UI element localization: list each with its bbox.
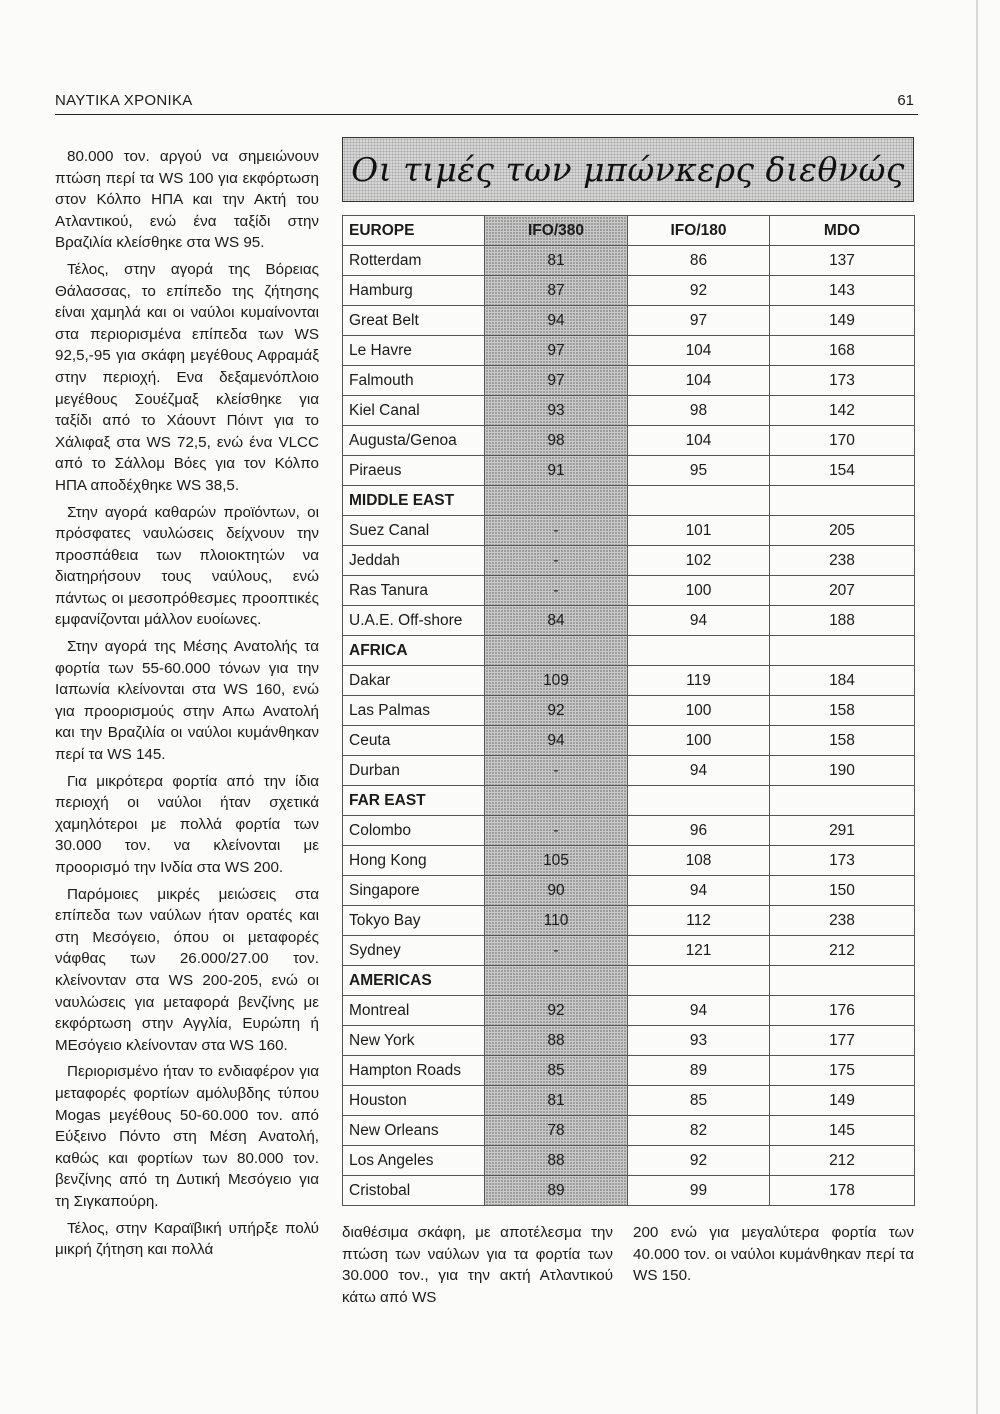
port-name: Suez Canal [343,516,485,546]
ifo380-price: 94 [485,306,628,336]
ifo380-price: - [485,756,628,786]
port-name: Augusta/Genoa [343,426,485,456]
table-row [343,1176,915,1206]
ifo380-price: 81 [485,1086,628,1116]
ifo380-price: 97 [485,336,628,366]
paragraph: Στην αγορά της Μέσης Ανατολής τα φορτία των 55-60.000 τόνων για την Ιαπωνία κλείνονται στα WS 160, ενώ για προορισμούς στην Απω Ανατολή και την Βραζιλία οι ναύλοι κυμάνθηκαν περί τα WS 145. [55,638,319,764]
ifo380-price: 109 [485,666,628,696]
empty-cell [770,786,915,816]
port-name: U.A.E. Off-shore [343,606,485,636]
table-row [343,1026,915,1056]
ifo180-price: 100 [628,696,770,726]
ifo380-price: 105 [485,846,628,876]
port-name: Cristobal [343,1176,485,1206]
mdo-price: 212 [770,1146,915,1176]
ifo380-price: 88 [485,1146,628,1176]
ifo180-price: 94 [628,876,770,906]
ifo380-price: 81 [485,246,628,276]
table-row [343,696,915,726]
ifo180-price: 104 [628,366,770,396]
mdo-price: 173 [770,366,915,396]
table-row [343,366,915,396]
ifo180-price: 108 [628,846,770,876]
ifo380-price: - [485,936,628,966]
paragraph: Για μικρότερα φορτία από την ίδια περιοχή οι ναύλοι ήταν σχετικά χαμηλότεροι με πολλά φορτία των 30.000 τον. να κλείνονται με προορισμό την Ινδία στα WS 200. [55,772,319,876]
mdo-price: 190 [770,756,915,786]
mdo-price: 149 [770,1086,915,1116]
mdo-price: 188 [770,606,915,636]
region-row [343,786,915,816]
mdo-price: 142 [770,396,915,426]
region-row [343,486,915,516]
mdo-price: 177 [770,1026,915,1056]
ifo180-price: 85 [628,1086,770,1116]
ifo180-price: 92 [628,276,770,306]
ifo380-price: 93 [485,396,628,426]
table-row [343,456,915,486]
region-label: MIDDLE EAST [343,486,485,516]
ifo180-price: 92 [628,1146,770,1176]
port-name: Houston [343,1086,485,1116]
mdo-price: 158 [770,726,915,756]
table-row [343,546,915,576]
table-header-row [343,216,915,246]
page-header [55,88,918,115]
ifo380-price: 88 [485,1026,628,1056]
ifo180-price: 96 [628,816,770,846]
table-row [343,1116,915,1146]
bunker-prices-table [342,215,915,1206]
ifo380-price: 92 [485,696,628,726]
ifo180-price: 89 [628,1056,770,1086]
paragraph: 80.000 τον. αργού να σημειώνουν πτώση περί τα WS 100 για εκφόρτωση στον Κόλπο ΗΠΑ και την Ακτή του Ατλαντικού, ενώ ένα ταξίδι στην Βραζιλία κλείσθηκε στα WS 95. [55,148,319,252]
mdo-price: 150 [770,876,915,906]
port-name: Kiel Canal [343,396,485,426]
port-name: Jeddah [343,546,485,576]
mdo-price: 143 [770,276,915,306]
port-name: New Orleans [343,1116,485,1146]
ifo180-price: 82 [628,1116,770,1146]
ifo180-price: 104 [628,426,770,456]
table-row [343,246,915,276]
table-row [343,1056,915,1086]
port-name: Dakar [343,666,485,696]
table-row [343,816,915,846]
mdo-price: 175 [770,1056,915,1086]
empty-cell [770,486,915,516]
port-name: Sydney [343,936,485,966]
mdo-price: 212 [770,936,915,966]
port-name: Hong Kong [343,846,485,876]
empty-cell [628,636,770,666]
empty-cell [628,486,770,516]
port-name: Durban [343,756,485,786]
ifo380-price: 89 [485,1176,628,1206]
port-name: Le Havre [343,336,485,366]
ifo180-price: 100 [628,726,770,756]
header-ifo380: IFO/380 [485,216,628,246]
mdo-price: 176 [770,996,915,1026]
mdo-price: 149 [770,306,915,336]
port-name: Falmouth [343,366,485,396]
ifo380-price: 84 [485,606,628,636]
mdo-price: 178 [770,1176,915,1206]
middle-text-column [342,1222,613,1308]
port-name: Ceuta [343,726,485,756]
port-name: Great Belt [343,306,485,336]
ifo380-price: 98 [485,426,628,456]
ifo380-price: - [485,546,628,576]
ifo180-price: 112 [628,906,770,936]
mdo-price: 205 [770,516,915,546]
left-text-column [55,146,319,1266]
table-row [343,1146,915,1176]
port-name: Hampton Roads [343,1056,485,1086]
ifo380-price: 94 [485,726,628,756]
header-region-europe: EUROPE [343,216,485,246]
port-name: Montreal [343,996,485,1026]
table-title: Οι τιμές των μπώνκερς διεθνώς [351,150,905,189]
port-name: Colombo [343,816,485,846]
ifo180-price: 93 [628,1026,770,1056]
right-text-column [633,1222,914,1287]
table-row [343,606,915,636]
mdo-price: 291 [770,816,915,846]
ifo380-price: - [485,576,628,606]
port-name: New York [343,1026,485,1056]
mdo-price: 145 [770,1116,915,1146]
table-row [343,306,915,336]
empty-cell [770,966,915,996]
ifo180-price: 94 [628,996,770,1026]
ifo180-price: 95 [628,456,770,486]
ifo380-price: 97 [485,366,628,396]
table-row [343,666,915,696]
empty-cell [485,636,628,666]
paragraph: διαθέσιμα σκάφη, με αποτέλεσμα την πτώση των ναύλων για τα φορτία των 30.000 τον., για την ακτή Ατλαντικού κάτω από WS [342,1224,613,1306]
table-row [343,876,915,906]
ifo380-price: 87 [485,276,628,306]
empty-cell [485,966,628,996]
mdo-price: 207 [770,576,915,606]
empty-cell [628,966,770,996]
port-name: Rotterdam [343,246,485,276]
region-row [343,636,915,666]
magazine-name: ΝΑΥΤΙΚΑ ΧΡΟΝΙΚΑ [55,92,193,109]
empty-cell [485,786,628,816]
ifo180-price: 98 [628,396,770,426]
mdo-price: 173 [770,846,915,876]
ifo180-price: 86 [628,246,770,276]
ifo180-price: 121 [628,936,770,966]
mdo-price: 168 [770,336,915,366]
mdo-price: 238 [770,906,915,936]
port-name: Ras Tanura [343,576,485,606]
ifo180-price: 119 [628,666,770,696]
paragraph: 200 ενώ για μεγαλύτερα φορτία των 40.000 τον. οι ναύλοι κυμάνθηκαν περί τα WS 150. [633,1224,914,1285]
ifo180-price: 100 [628,576,770,606]
ifo380-price: 90 [485,876,628,906]
table-title-box [342,137,914,202]
table-row [343,996,915,1026]
port-name: Piraeus [343,456,485,486]
ifo180-price: 99 [628,1176,770,1206]
empty-cell [770,636,915,666]
page-edge [976,0,978,1414]
region-label: AMERICAS [343,966,485,996]
paragraph: Τέλος, στην Καραϊβική υπήρξε πολύ μικρή ζήτηση και πολλά [55,1219,319,1259]
header-mdo: MDO [770,216,915,246]
ifo180-price: 102 [628,546,770,576]
ifo380-price: 85 [485,1056,628,1086]
table-row [343,576,915,606]
region-label: AFRICA [343,636,485,666]
port-name: Los Angeles [343,1146,485,1176]
ifo380-price: - [485,816,628,846]
ifo180-price: 101 [628,516,770,546]
table-row [343,906,915,936]
table-row [343,756,915,786]
table-row [343,426,915,456]
table-row [343,336,915,366]
table-row [343,726,915,756]
empty-cell [485,486,628,516]
region-label: FAR EAST [343,786,485,816]
mdo-price: 154 [770,456,915,486]
mdo-price: 170 [770,426,915,456]
paragraph: Περιορισμένο ήταν το ενδιαφέρον για μεταφορές φορτίων αμόλυβδης τύπου Mogas μεγέθους 50-60.000 τον. από Εύξεινο Πόντο στη Μέση Ανατολή, καθώς και φορτίων των 80.000 τον. βενζίνης από τη Δυτική Μεσόγειο για τη Σιγκαπούρη. [55,1063,319,1210]
ifo180-price: 94 [628,606,770,636]
paragraph: Στην αγορά καθαρών προϊόντων, οι πρόσφατες ναυλώσεις δείχνουν την προσπάθεια των πλοιοκτητών να διατηρήσουν τους ναύλους, ενώ πάντως οι μεσοπρόθεσμες προοπτικές εμφανίζονται μάλλον ευοίωνες. [55,503,319,629]
table-row [343,276,915,306]
port-name: Singapore [343,876,485,906]
table-row [343,516,915,546]
ifo380-price: 91 [485,456,628,486]
page-number: 61 [897,92,914,109]
ifo180-price: 94 [628,756,770,786]
ifo380-price: 92 [485,996,628,1026]
mdo-price: 137 [770,246,915,276]
mdo-price: 238 [770,546,915,576]
table-row [343,936,915,966]
port-name: Tokyo Bay [343,906,485,936]
region-row [343,966,915,996]
ifo380-price: 110 [485,906,628,936]
table-row [343,396,915,426]
port-name: Hamburg [343,276,485,306]
mdo-price: 184 [770,666,915,696]
port-name: Las Palmas [343,696,485,726]
ifo380-price: 78 [485,1116,628,1146]
ifo380-price: - [485,516,628,546]
ifo180-price: 104 [628,336,770,366]
mdo-price: 158 [770,696,915,726]
empty-cell [628,786,770,816]
paragraph: Τέλος, στην αγορά της Βόρειας Θάλασσας, το επίπεδο της ζήτησης είναι χαμηλά και οι ναύλοι κυμαίνονται στα περιορισμένα επίπεδα των WS 92,5,-95 για σκάφη μεγέθους Αφραμάξ στην περιοχή. Ενα δεξαμενόπλοιο μεγέθους Σουέζμαξ κλείσθηκε για ταξίδι από το Χάουντ Πόιντ για το Χάλιφαξ στα WS 72,5, ενώ ένα VLCC από το Σάλλομ Βόες για τον Κόλπο ΗΠΑ αποδέχθηκε WS 38,5. [55,260,319,494]
table-row [343,1086,915,1116]
ifo180-price: 97 [628,306,770,336]
paragraph: Παρόμοιες μικρές μειώσεις στα επίπεδα των ναύλων ήταν ορατές και στη Μεσόγειο, όπου οι μεταφορές νάφθας των 26.000/27.00 τον. κλείνονταν στα WS 200-205, ενώ οι ναυλώσεις για μεταφορά βενζίνης με εκφόρτωση στην Αγγλία, Ευρώπη ή ΜΕσόγειο κλείνονταν στα WS 160. [55,885,319,1054]
header-ifo180: IFO/180 [628,216,770,246]
table-row [343,846,915,876]
